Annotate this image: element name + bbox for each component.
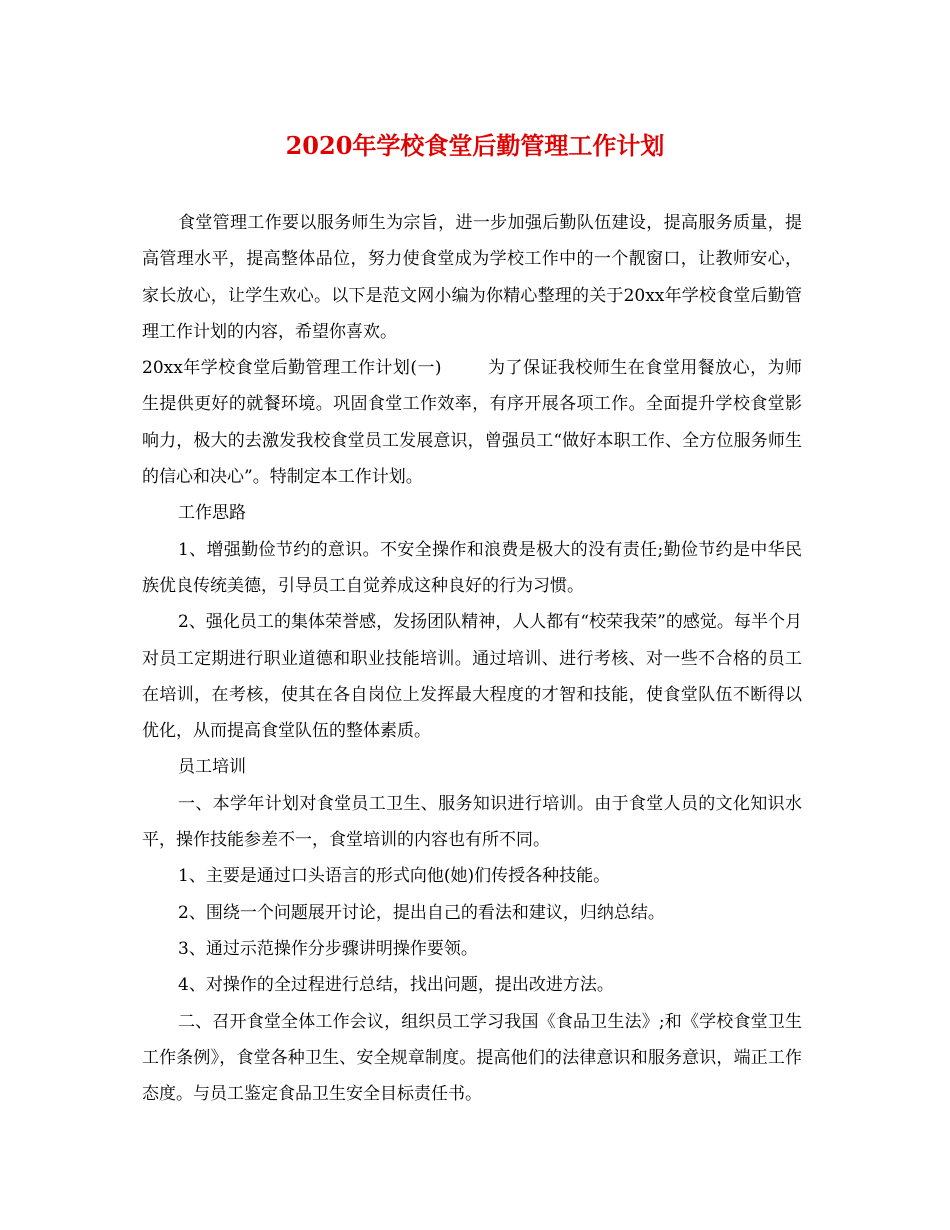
- section-heading-work-ideas: 工作思路: [178, 503, 246, 524]
- plan-label: 20xx年学校食堂后勤管理工作计划(一): [142, 358, 442, 379]
- plan-text: 为了保证我校师生在食堂用餐放心，为师生提供更好的就餐环境。巩固食堂工作效率，有序开展各项工作。全面提升学校食堂影响力，极大的去激发我校食堂员工发展意识，曾强员工“做好本职工作、全方位服务师生的信心和决心”。特制定本工作计划。: [142, 358, 803, 488]
- work-idea-item-1: 1、增强勤俭节约的意识。不安全操作和浪费是极大的没有责任;勤俭节约是中华民族优良传统美德，引导员工自觉养成这种良好的行为习惯。: [142, 539, 802, 596]
- training-paragraph-1: 一、本学年计划对食堂员工卫生、服务知识进行培训。由于食堂人员的文化知识水平，操作技能参差不一，食堂培训的内容也有所不同。: [142, 793, 802, 851]
- training-method-3: 3、通过示范操作分步骤讲明操作要领。: [178, 938, 478, 959]
- training-paragraph-2: 二、召开食堂全体工作会议，组织员工学习我国《食品卫生法》;和《学校食堂卫生工作条例》，食堂各种卫生、安全规章制度。提高他们的法律意识和服务意识，端正工作态度。与员工鉴定食品卫生安全目标责任书。: [142, 1011, 802, 1105]
- page-title: 2020年学校食堂后勤管理工作计划: [285, 131, 665, 160]
- document-body: [142, 205, 802, 1112]
- intro-paragraph: 食堂管理工作要以服务师生为宗旨，进一步加强后勤队伍建设，提高服务质量，提高管理水平，提高整体品位，努力使食堂成为学校工作中的一个靓窗口，让教师安心，家长放心，让学生欢心。以下是范文网小编为你精心整理的关于20xx年学校食堂后勤管理工作计划的内容，希望你喜欢。: [142, 213, 802, 342]
- section-heading-staff-training: 员工培训: [178, 757, 246, 778]
- training-method-2: 2、围绕一个问题展开讨论，提出自己的看法和建议，归纳总结。: [178, 902, 665, 923]
- training-method-4: 4、对操作的全过程进行总结，找出问题，提出改进方法。: [178, 975, 614, 996]
- work-idea-item-2: 2、强化员工的集体荣誉感，发扬团队精神，人人都有“校荣我荣”的感觉。每半个月对员工定期进行职业道德和职业技能培训。通过培训、进行考核、对一些不合格的员工在培训，在考核，使其在各自岗位上发挥最大程度的才智和技能，使食堂队伍不断得以优化，从而提高食堂队伍的整体素质。: [142, 612, 802, 742]
- plan-paragraph: [142, 350, 802, 495]
- training-method-1: 1、主要是通过口头语言的形式向他(她)们传授各种技能。: [178, 866, 611, 887]
